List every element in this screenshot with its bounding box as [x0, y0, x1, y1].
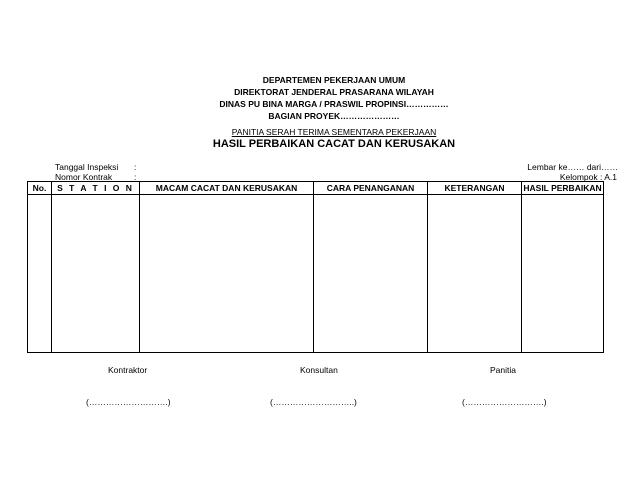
header-no: No.: [28, 182, 52, 195]
table-row: [28, 195, 604, 353]
agency-name: DINAS PU BINA MARGA / PRASWIL PROPINSI……………: [219, 99, 449, 109]
cell-station[interactable]: [52, 195, 140, 353]
inspection-date-label: Tanggal Inspeksi: [55, 162, 119, 172]
contractor-label: Kontraktor: [108, 365, 148, 375]
repair-results-table: [27, 181, 604, 353]
consultant-label: Konsultan: [300, 365, 338, 375]
header-remarks: KETERANGAN: [428, 182, 522, 195]
header-station: S T A T I O N: [52, 182, 140, 195]
cell-remarks[interactable]: [428, 195, 522, 353]
contract-number-colon: :: [134, 172, 137, 182]
committee-signature-line: (……………………….): [462, 397, 547, 407]
sheet-number: Lembar ke…… dari……: [527, 162, 618, 172]
committee-label: Panitia: [490, 365, 516, 375]
cell-handling-method[interactable]: [314, 195, 428, 353]
cell-defect-type[interactable]: [140, 195, 314, 353]
consultant-signature-line: (………………………..): [270, 397, 357, 407]
document-title: HASIL PERBAIKAN CACAT DAN KERUSAKAN: [212, 138, 456, 150]
header-repair-result: HASIL PERBAIKAN: [523, 183, 602, 193]
cell-repair-result[interactable]: [522, 195, 604, 353]
header-handling-method: CARA PENANGANAN: [314, 182, 428, 195]
header-defect-type: MACAM CACAT DAN KERUSAKAN: [140, 182, 314, 195]
committee-name: PANITIA SERAH TERIMA SEMENTARA PEKERJAAN: [231, 127, 437, 137]
directorate-name: DIREKTORAT JENDERAL PRASARANA WILAYAH: [234, 87, 434, 97]
project-section: BAGIAN PROYEK…………………: [268, 111, 400, 121]
group-code: Kelompok : A.1: [559, 172, 617, 182]
contractor-signature-line: (……………………….): [86, 397, 171, 407]
table-header-row: [28, 182, 604, 195]
ministry-name: DEPARTEMEN PEKERJAAN UMUM: [262, 75, 406, 85]
contract-number-label: Nomor Kontrak: [55, 172, 113, 182]
cell-no[interactable]: [28, 195, 52, 353]
inspection-date-colon: :: [134, 162, 137, 172]
